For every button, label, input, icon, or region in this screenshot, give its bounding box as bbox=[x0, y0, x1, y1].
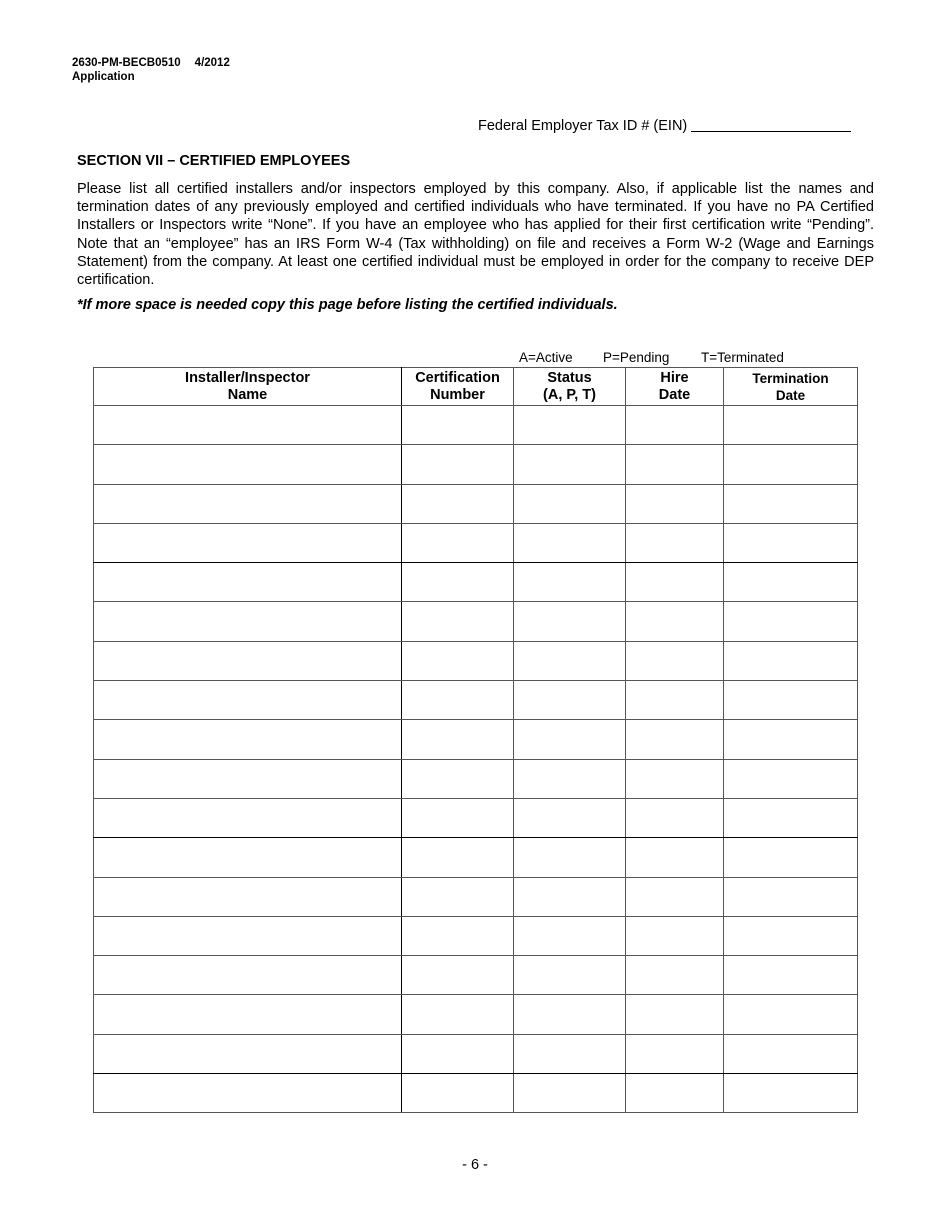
name-cell[interactable] bbox=[94, 484, 402, 523]
hire-date-cell[interactable] bbox=[626, 995, 724, 1034]
table-row bbox=[94, 563, 858, 602]
cert-number-cell[interactable] bbox=[402, 1074, 514, 1113]
page-number: - 6 - bbox=[462, 1157, 488, 1173]
table-row bbox=[94, 523, 858, 562]
section-instructions: Please list all certified installers and/or inspectors employed by this company. Also, if applicable list the names and termination dates of any previously employed and certified individuals who have terminated. If you have no PA Certified Installers or Inspectors write “None”. If you have an employee who has applied for their first certification write “Pending”. Note that an “employee” has an IRS Form W-4 (Tax withholding) on file and receives a Form W-2 (Wage and Earnings Statement) from the company. At least one certified individual must be employed in order for the company to receive DEP certification. bbox=[77, 181, 874, 289]
name-cell[interactable] bbox=[94, 523, 402, 562]
name-cell[interactable] bbox=[94, 602, 402, 641]
form-header bbox=[72, 56, 230, 84]
status-cell[interactable] bbox=[514, 563, 626, 602]
status-cell[interactable] bbox=[514, 484, 626, 523]
name-cell[interactable] bbox=[94, 1034, 402, 1073]
table-row bbox=[94, 995, 858, 1034]
cert-number-cell[interactable] bbox=[402, 798, 514, 837]
termination-date-cell[interactable] bbox=[724, 798, 858, 837]
name-cell[interactable] bbox=[94, 956, 402, 995]
table-row bbox=[94, 406, 858, 445]
hire-date-cell[interactable] bbox=[626, 759, 724, 798]
table-row bbox=[94, 798, 858, 837]
termination-date-cell[interactable] bbox=[724, 995, 858, 1034]
col-header-hire-date: Hire Date bbox=[626, 368, 724, 406]
form-id-line bbox=[72, 56, 230, 70]
table-row bbox=[94, 641, 858, 680]
ein-input[interactable] bbox=[691, 117, 851, 132]
name-cell[interactable] bbox=[94, 1074, 402, 1113]
table-row bbox=[94, 838, 858, 877]
col-header-cert-number: Certification Number bbox=[402, 368, 514, 406]
hire-date-cell[interactable] bbox=[626, 1074, 724, 1113]
termination-date-cell[interactable] bbox=[724, 720, 858, 759]
status-cell[interactable] bbox=[514, 445, 626, 484]
cert-number-cell[interactable] bbox=[402, 838, 514, 877]
cert-number-cell[interactable] bbox=[402, 877, 514, 916]
col-header-status: Status (A, P, T) bbox=[514, 368, 626, 406]
name-cell[interactable] bbox=[94, 798, 402, 837]
ein-label: Federal Employer Tax ID # (EIN) bbox=[478, 118, 688, 134]
name-cell[interactable] bbox=[94, 995, 402, 1034]
status-cell[interactable] bbox=[514, 956, 626, 995]
status-cell[interactable] bbox=[514, 1034, 626, 1073]
status-cell[interactable] bbox=[514, 523, 626, 562]
hire-date-cell[interactable] bbox=[626, 916, 724, 955]
status-cell[interactable] bbox=[514, 602, 626, 641]
cert-number-cell[interactable] bbox=[402, 602, 514, 641]
form-id: 2630-PM-BECB0510 bbox=[72, 57, 181, 69]
name-cell[interactable] bbox=[94, 563, 402, 602]
hire-date-cell[interactable] bbox=[626, 1034, 724, 1073]
status-cell[interactable] bbox=[514, 759, 626, 798]
hire-date-cell[interactable] bbox=[626, 681, 724, 720]
legend-pending: P=Pending bbox=[603, 350, 670, 365]
cert-number-cell[interactable] bbox=[402, 641, 514, 680]
form-date: 4/2012 bbox=[194, 57, 230, 69]
termination-date-cell[interactable] bbox=[724, 602, 858, 641]
status-cell[interactable] bbox=[514, 720, 626, 759]
status-cell[interactable] bbox=[514, 406, 626, 445]
hire-date-cell[interactable] bbox=[626, 641, 724, 680]
table-row bbox=[94, 720, 858, 759]
termination-date-cell[interactable] bbox=[724, 956, 858, 995]
cert-number-cell[interactable] bbox=[402, 406, 514, 445]
table-row bbox=[94, 681, 858, 720]
status-cell[interactable] bbox=[514, 681, 626, 720]
name-cell[interactable] bbox=[94, 916, 402, 955]
table-row bbox=[94, 1074, 858, 1113]
termination-date-cell[interactable] bbox=[724, 759, 858, 798]
hire-date-cell[interactable] bbox=[626, 445, 724, 484]
termination-date-cell[interactable] bbox=[724, 445, 858, 484]
form-doc-type: Application bbox=[72, 71, 135, 83]
table-row bbox=[94, 759, 858, 798]
legend-terminated: T=Terminated bbox=[701, 350, 784, 365]
cert-number-cell[interactable] bbox=[402, 720, 514, 759]
hire-date-cell[interactable] bbox=[626, 838, 724, 877]
cert-number-cell[interactable] bbox=[402, 523, 514, 562]
col-header-name: Installer/Inspector Name bbox=[94, 368, 402, 406]
termination-date-cell[interactable] bbox=[724, 681, 858, 720]
hire-date-cell[interactable] bbox=[626, 563, 724, 602]
certified-employees-table bbox=[93, 367, 858, 1113]
table-header-row bbox=[94, 368, 858, 406]
status-cell[interactable] bbox=[514, 838, 626, 877]
name-cell[interactable] bbox=[94, 406, 402, 445]
cert-number-cell[interactable] bbox=[402, 995, 514, 1034]
termination-date-cell[interactable] bbox=[724, 641, 858, 680]
hire-date-cell[interactable] bbox=[626, 406, 724, 445]
cert-number-cell[interactable] bbox=[402, 681, 514, 720]
name-cell[interactable] bbox=[94, 838, 402, 877]
cert-number-cell[interactable] bbox=[402, 759, 514, 798]
table-row bbox=[94, 956, 858, 995]
name-cell[interactable] bbox=[94, 877, 402, 916]
hire-date-cell[interactable] bbox=[626, 484, 724, 523]
cert-number-cell[interactable] bbox=[402, 916, 514, 955]
legend-active: A=Active bbox=[519, 350, 573, 365]
hire-date-cell[interactable] bbox=[626, 720, 724, 759]
table-body bbox=[94, 406, 858, 1113]
ein-field bbox=[478, 117, 851, 134]
section-title: SECTION VII – CERTIFIED EMPLOYEES bbox=[77, 153, 351, 169]
table-row bbox=[94, 1034, 858, 1073]
termination-date-cell[interactable] bbox=[724, 406, 858, 445]
name-cell[interactable] bbox=[94, 759, 402, 798]
table-row bbox=[94, 484, 858, 523]
hire-date-cell[interactable] bbox=[626, 602, 724, 641]
termination-date-cell[interactable] bbox=[724, 1074, 858, 1113]
name-cell[interactable] bbox=[94, 681, 402, 720]
termination-date-cell[interactable] bbox=[724, 877, 858, 916]
termination-date-cell[interactable] bbox=[724, 916, 858, 955]
status-cell[interactable] bbox=[514, 995, 626, 1034]
termination-date-cell[interactable] bbox=[724, 484, 858, 523]
table-row bbox=[94, 916, 858, 955]
status-cell[interactable] bbox=[514, 641, 626, 680]
table-row bbox=[94, 877, 858, 916]
table-row bbox=[94, 445, 858, 484]
name-cell[interactable] bbox=[94, 445, 402, 484]
name-cell[interactable] bbox=[94, 641, 402, 680]
status-cell[interactable] bbox=[514, 877, 626, 916]
cert-number-cell[interactable] bbox=[402, 484, 514, 523]
hire-date-cell[interactable] bbox=[626, 956, 724, 995]
cert-number-cell[interactable] bbox=[402, 445, 514, 484]
status-cell[interactable] bbox=[514, 1074, 626, 1113]
cert-number-cell[interactable] bbox=[402, 956, 514, 995]
termination-date-cell[interactable] bbox=[724, 523, 858, 562]
col-header-termination-date: Termination Date bbox=[724, 368, 858, 406]
hire-date-cell[interactable] bbox=[626, 798, 724, 837]
cert-number-cell[interactable] bbox=[402, 1034, 514, 1073]
hire-date-cell[interactable] bbox=[626, 523, 724, 562]
status-cell[interactable] bbox=[514, 916, 626, 955]
hire-date-cell[interactable] bbox=[626, 877, 724, 916]
termination-date-cell[interactable] bbox=[724, 1034, 858, 1073]
termination-date-cell[interactable] bbox=[724, 563, 858, 602]
section-note: *If more space is needed copy this page before listing the certified individuals. bbox=[77, 297, 618, 313]
table-row bbox=[94, 602, 858, 641]
status-cell[interactable] bbox=[514, 798, 626, 837]
termination-date-cell[interactable] bbox=[724, 838, 858, 877]
cert-number-cell[interactable] bbox=[402, 563, 514, 602]
name-cell[interactable] bbox=[94, 720, 402, 759]
